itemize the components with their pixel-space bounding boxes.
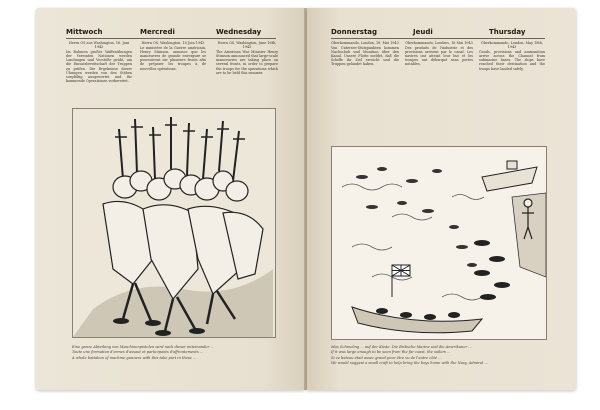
soldiers-drawing bbox=[73, 109, 275, 337]
header-rule bbox=[66, 38, 276, 39]
day-heading-jeudi: Jeudi bbox=[413, 28, 433, 36]
caption-line-4: We would suggest a small craft to help bring the boys home with the Navy, Admiral ... bbox=[331, 361, 488, 366]
day-heading-mercredi: Mercredi bbox=[140, 28, 175, 36]
day-heading-wednesday: Wednesday bbox=[216, 28, 262, 36]
dateline: Herrn OS aus Washington, 16. Juni 1943 bbox=[68, 41, 130, 50]
text-column-de bbox=[66, 41, 132, 101]
dateline: Oberkommando, Londres, 18 Mai 1943 bbox=[405, 41, 473, 45]
right-page bbox=[307, 8, 576, 390]
channel-drawing bbox=[332, 147, 546, 339]
column-text: Goods, provisions and ammunition arrive across the Channel from submarine bases. The ships have reached their destination and the troops have landed safely. bbox=[479, 50, 545, 71]
right-caption bbox=[331, 345, 545, 367]
left-caption bbox=[72, 345, 276, 361]
cartoon-channel-crossing bbox=[331, 146, 547, 340]
caption-line-1: Max Schmeling ... auf der Küste. Die Britische Marine und die Amerikaner ... bbox=[331, 345, 472, 349]
open-booklet bbox=[36, 8, 576, 390]
column-text: Von Untersee-Stützpunkten kommen Nachschub und Munition über den Kanal. Unsere Flotte meldet, daß die Schiffe ihr Ziel erreicht und die Truppen gelandet haben. bbox=[331, 46, 399, 67]
caption-line-en: A whole battalion of machine-gunners with this take part in these ... bbox=[72, 355, 197, 360]
day-heading-donnerstag: Donnerstag bbox=[331, 28, 378, 36]
dateline: Oberkommando, London, May 18th, 1943 bbox=[480, 41, 544, 50]
column-text: Le ministère de la Guerre américain, Henry Stimson, annonce que les manœuvres de grande envergure se poursuivent sur plusieurs fronts afin de préparer les troupes à de nouvelles opérations. bbox=[140, 46, 206, 71]
text-column-en bbox=[216, 41, 278, 101]
day-heading-thursday: Thursday bbox=[489, 28, 526, 36]
dateline: Oberkommando, London, 18. Mai 1943 bbox=[331, 41, 399, 45]
text-column-en bbox=[479, 41, 545, 135]
caption-line-de: Eine ganze Abteilung von Maschinenpistolen wird nach dieser miteinander ... bbox=[72, 345, 214, 349]
cartoon-marching-soldiers bbox=[72, 108, 276, 338]
dateline: Herrn OS, Washington, June 16th, 1943 bbox=[217, 41, 277, 50]
dateline: Herrn OS, Washington, 16 Juin 1943 bbox=[141, 41, 205, 45]
text-column-fr bbox=[405, 41, 473, 135]
text-column-de bbox=[331, 41, 399, 135]
column-text: Des produits de l'industrie et des provisions arrivent par le canal. Les navires ont atteint leur but et les troupes ont débarqué sans pertes notables. bbox=[405, 46, 473, 67]
header-rule bbox=[331, 38, 545, 39]
column-text: Im Rahmen großer Waffenübungen der Vereinten Nationen werden Landungen und Vorstöße geübt, um die Einsatzbereitschaft der Truppen zu prüfen. Die Ergebnisse dieser Übungen werden von den Stäben sorgfältig ausgewertet und für kommende Operationen vorbereitet. bbox=[66, 50, 132, 83]
column-text: The American War Minister Henry Stimson announced that large-scale manoeuvres are taking place on several fronts, in order to prepare the troops for the operations which are to be held this summer. bbox=[216, 50, 278, 75]
day-heading-mittwoch: Mittwoch bbox=[66, 28, 103, 36]
caption-line-fr: Toute une formation d'armes d'assaut et participants d'affrontements ... bbox=[72, 350, 204, 355]
caption-line-3: Si ce bateau était assez grand pour être vu de l'autre côté ... bbox=[331, 355, 442, 360]
left-page bbox=[36, 8, 305, 390]
caption-line-2: If it was large enough to be seen from the far coast, the sailors ... bbox=[331, 350, 451, 355]
text-column-fr bbox=[140, 41, 206, 101]
